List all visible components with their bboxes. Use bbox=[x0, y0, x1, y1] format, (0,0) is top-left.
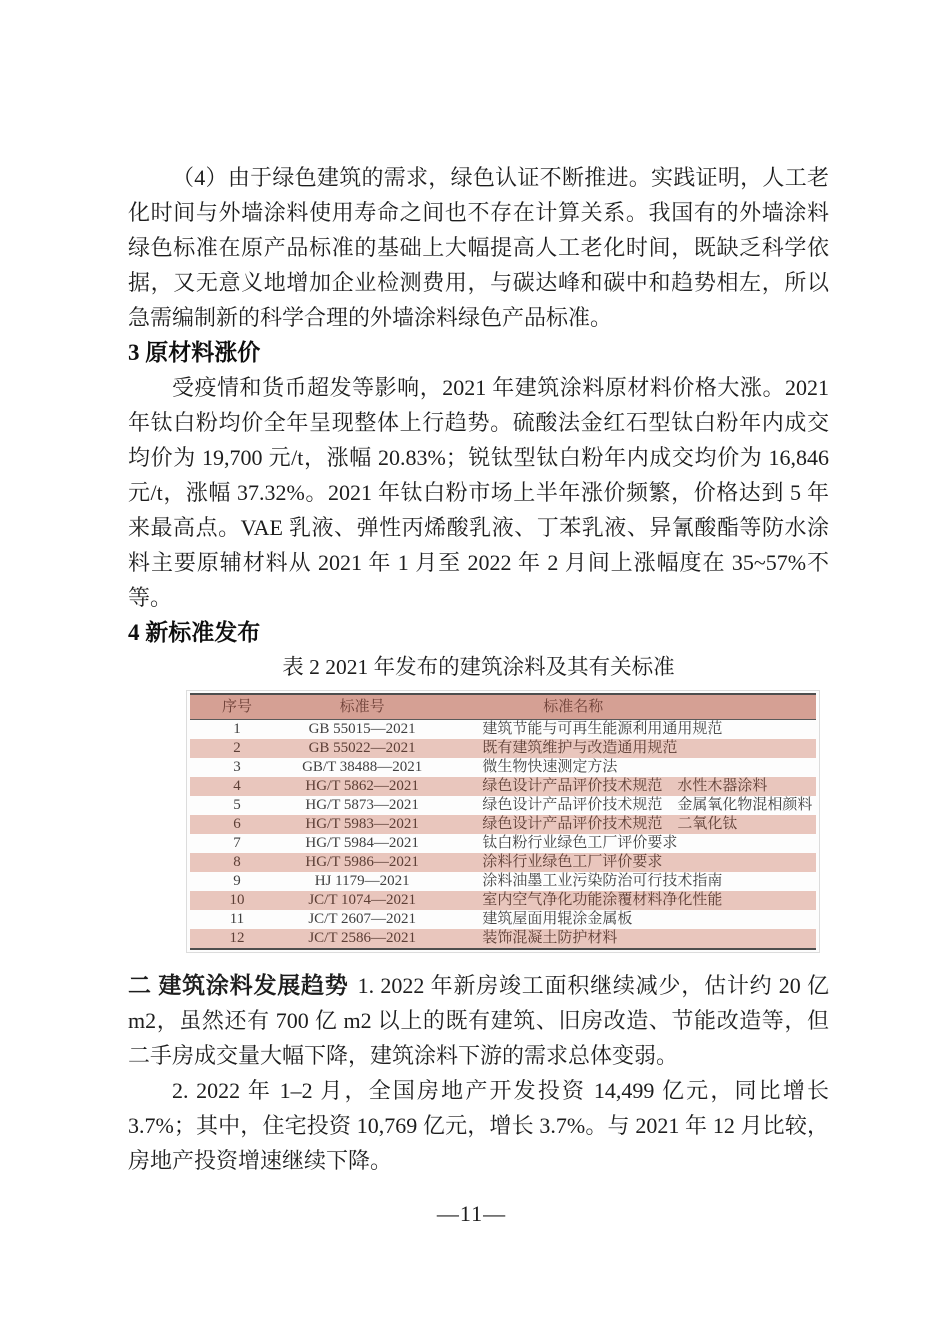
row-index: 9 bbox=[233, 873, 241, 890]
standards-table-grid bbox=[190, 693, 816, 950]
table-row bbox=[190, 929, 816, 949]
standard-name: 建筑节能与可再生能源利用通用规范 bbox=[482, 721, 723, 738]
standard-code: HG/T 5983—2021 bbox=[305, 816, 419, 833]
standard-code: HJ 1179—2021 bbox=[314, 873, 410, 890]
standard-code: GB 55022—2021 bbox=[308, 740, 416, 757]
standard-name: 绿色设计产品评价技术规范 水性木器涂料 bbox=[482, 778, 768, 795]
standard-code: JC/T 2607—2021 bbox=[308, 911, 416, 928]
column-header-standard-code: 标准号 bbox=[284, 694, 441, 720]
row-index: 2 bbox=[233, 740, 241, 757]
table-row bbox=[190, 815, 816, 834]
standard-code: HG/T 5862—2021 bbox=[305, 778, 419, 795]
table-caption: 表 2 2021 年发布的建筑涂料及其有关标准 bbox=[282, 655, 675, 679]
heading-raw-material-price: 3 原材料涨价 bbox=[128, 340, 261, 365]
standard-name: 绿色设计产品评价技术规范 金属氧化物混相颜料 bbox=[482, 797, 813, 814]
table-row bbox=[190, 834, 816, 853]
paragraph-raw-material-price: 受疫情和货币超发等影响，2021 年建筑涂料原材料价格大涨。2021 年钛白粉均价全年呈现整体上行趋势。硫酸法金红石型钛白粉年内成交均价为 19,700 元/t，涨幅 20.83%；锐钛型钛白粉年内成交均价为 16,846 元/t，涨幅 37.32%。2021 年钛白粉市场上半年涨价频繁，价格达到 5 年来最高点。VAE 乳液、弹性丙烯酸乳液、丁苯乳液、异氰酸酯等防水涂料主要原辅材料从 2021 年 1 月至 2022 年 2 月间上涨幅度在 35~57%不等。 bbox=[128, 375, 829, 610]
standard-name: 微生物快速测定方法 bbox=[482, 759, 618, 776]
standards-table bbox=[186, 690, 820, 953]
heading-development-trend: 二 建筑涂料发展趋势 bbox=[128, 973, 349, 998]
row-index: 7 bbox=[233, 835, 241, 852]
standard-code: HG/T 5984—2021 bbox=[305, 835, 419, 852]
table-row bbox=[190, 739, 816, 758]
standard-name: 涂料油墨工业污染防治可行技术指南 bbox=[482, 873, 723, 890]
row-index: 6 bbox=[233, 816, 241, 833]
standard-code: GB/T 38488—2021 bbox=[302, 759, 423, 776]
table-row bbox=[190, 891, 816, 910]
table-row bbox=[190, 796, 816, 815]
table-row bbox=[190, 777, 816, 796]
row-index: 1 bbox=[233, 721, 241, 738]
standard-name: 涂料行业绿色工厂评价要求 bbox=[482, 854, 663, 871]
standard-code: HG/T 5986—2021 bbox=[305, 854, 419, 871]
table-row bbox=[190, 720, 816, 740]
row-index: 10 bbox=[229, 892, 245, 909]
standard-name: 既有建筑维护与改造通用规范 bbox=[482, 740, 678, 757]
trend-item-1: 1. 2022 年新房竣工面积继续减少，估计约 20 亿 m2，虽然还有 700 亿 m2 以上的既有建筑、旧房改造、节能改造等，但二手房成交量大幅下降，建筑涂料下游的需求总体变弱。 bbox=[128, 973, 829, 1068]
standard-name: 建筑屋面用辊涂金属板 bbox=[482, 911, 633, 928]
paragraph-development-trend bbox=[128, 968, 829, 1073]
standard-code: HG/T 5873—2021 bbox=[305, 797, 419, 814]
standard-name: 室内空气净化功能涂覆材料净化性能 bbox=[482, 892, 723, 909]
column-header-index: 序号 bbox=[190, 694, 284, 720]
row-index: 3 bbox=[233, 759, 241, 776]
standard-name: 钛白粉行业绿色工厂评价要求 bbox=[482, 835, 678, 852]
table-row bbox=[190, 758, 816, 777]
row-index: 12 bbox=[190, 929, 284, 949]
standard-code: JC/T 2586—2021 bbox=[284, 929, 441, 949]
row-index: 5 bbox=[233, 797, 241, 814]
row-index: 4 bbox=[233, 778, 241, 795]
table-row bbox=[190, 872, 816, 891]
row-index: 11 bbox=[229, 911, 245, 928]
standard-code: JC/T 1074—2021 bbox=[308, 892, 416, 909]
table-row bbox=[190, 853, 816, 872]
paragraph-investment: 2. 2022 年 1–2 月，全国房地产开发投资 14,499 亿元，同比增长 3.7%；其中，住宅投资 10,769 亿元，增长 3.7%。与 2021 年 12 月比较，房地产投资增速继续下降。 bbox=[128, 1078, 829, 1173]
heading-new-standards: 4 新标准发布 bbox=[128, 620, 261, 645]
table-header-row bbox=[190, 694, 816, 720]
row-index: 8 bbox=[233, 854, 241, 871]
page-number: —11— bbox=[436, 1201, 507, 1226]
standard-code: GB 55015—2021 bbox=[308, 721, 416, 738]
standard-name: 装饰混凝土防护材料 bbox=[440, 929, 816, 949]
table-row bbox=[190, 910, 816, 929]
standard-name: 绿色设计产品评价技术规范 二氧化钛 bbox=[482, 816, 738, 833]
paragraph-green-building: （4）由于绿色建筑的需求，绿色认证不断推进。实践证明，人工老化时间与外墙涂料使用寿命之间也不存在计算关系。我国有的外墙涂料绿色标准在原产品标准的基础上大幅提高人工老化时间，既缺乏科学依据，又无意义地增加企业检测费用，与碳达峰和碳中和趋势相左，所以急需编制新的科学合理的外墙涂料绿色产品标准。 bbox=[128, 165, 829, 330]
column-header-standard-name: 标准名称 bbox=[440, 694, 816, 720]
